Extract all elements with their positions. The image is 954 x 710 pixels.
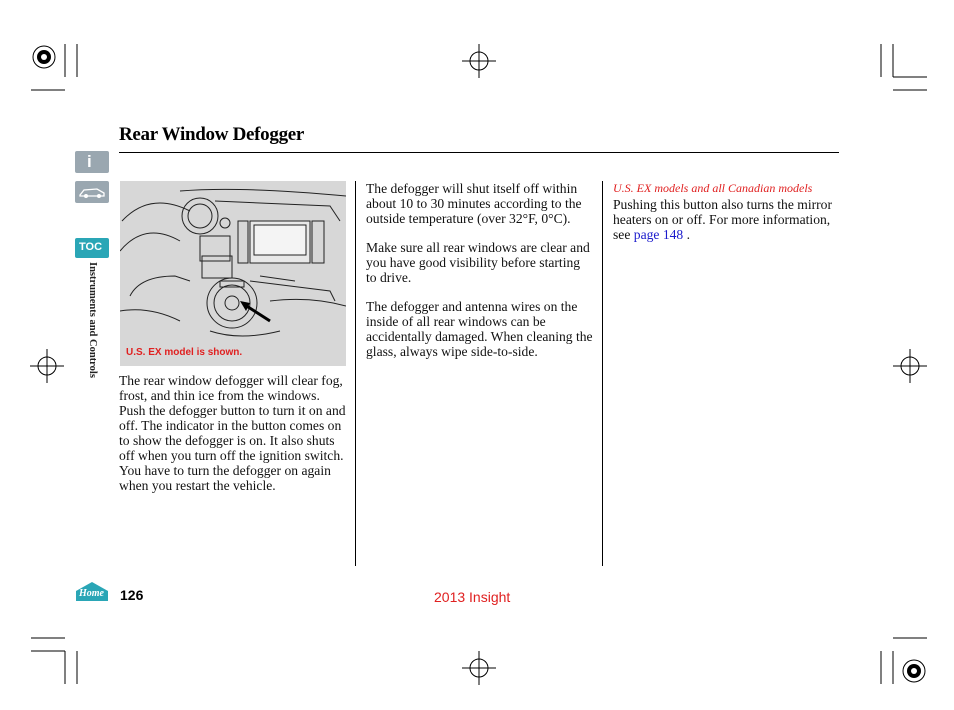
home-button[interactable] xyxy=(74,581,110,603)
column-1 xyxy=(119,373,347,507)
column-divider-1 xyxy=(355,181,356,566)
auto-shutoff-paragraph: The defogger will shut itself off within about 10 to 30 minutes according to the outside temperature (over 32°F, 0°C). xyxy=(366,181,582,226)
page-148-link[interactable]: page 148 xyxy=(633,227,684,242)
toc-tab[interactable] xyxy=(75,238,109,258)
toc-label: TOC xyxy=(79,241,103,253)
mirror-heater-paragraph xyxy=(613,197,841,242)
visibility-paragraph: Make sure all rear windows are clear and you have good visibility before starting to drive. xyxy=(366,240,590,285)
info-tab[interactable] xyxy=(75,151,109,173)
column-2 xyxy=(366,181,594,373)
info-icon: i xyxy=(87,152,92,171)
column-divider-2 xyxy=(602,181,603,566)
car-icon xyxy=(75,181,109,203)
page-title: Rear Window Defogger xyxy=(119,124,305,145)
intro-paragraph: The rear window defogger will clear fog, frost, and thin ice from the windows. Push the defogger button to turn it on and off. The indicator in the button comes on to show the defogger is on. It also shuts off when you turn off the ignition switch. You have to turn the defogger on again when you restart the vehicle. xyxy=(119,373,346,493)
link-trailing-period: . xyxy=(683,227,691,242)
page-number: 126 xyxy=(120,587,144,603)
column-3 xyxy=(613,181,841,242)
home-label: Home xyxy=(79,588,104,599)
wire-damage-paragraph: The defogger and antenna wires on the inside of all rear windows can be accidentally damaged. When cleaning the glass, always wipe side-to-side. xyxy=(366,299,593,359)
dashboard-illustration xyxy=(120,181,346,366)
mirror-heater-text: Pushing this button also turns the mirror heaters on or off. For more information, see xyxy=(613,197,833,242)
model-note: U.S. EX models and all Canadian models xyxy=(613,181,813,195)
figure-caption: U.S. EX model is shown. xyxy=(126,347,243,358)
vehicle-index-tab[interactable] xyxy=(75,181,109,203)
title-rule xyxy=(119,152,839,153)
footer-model: 2013 Insight xyxy=(434,589,511,605)
dashboard-figure xyxy=(120,181,346,366)
section-label: Instruments and Controls xyxy=(87,262,98,378)
